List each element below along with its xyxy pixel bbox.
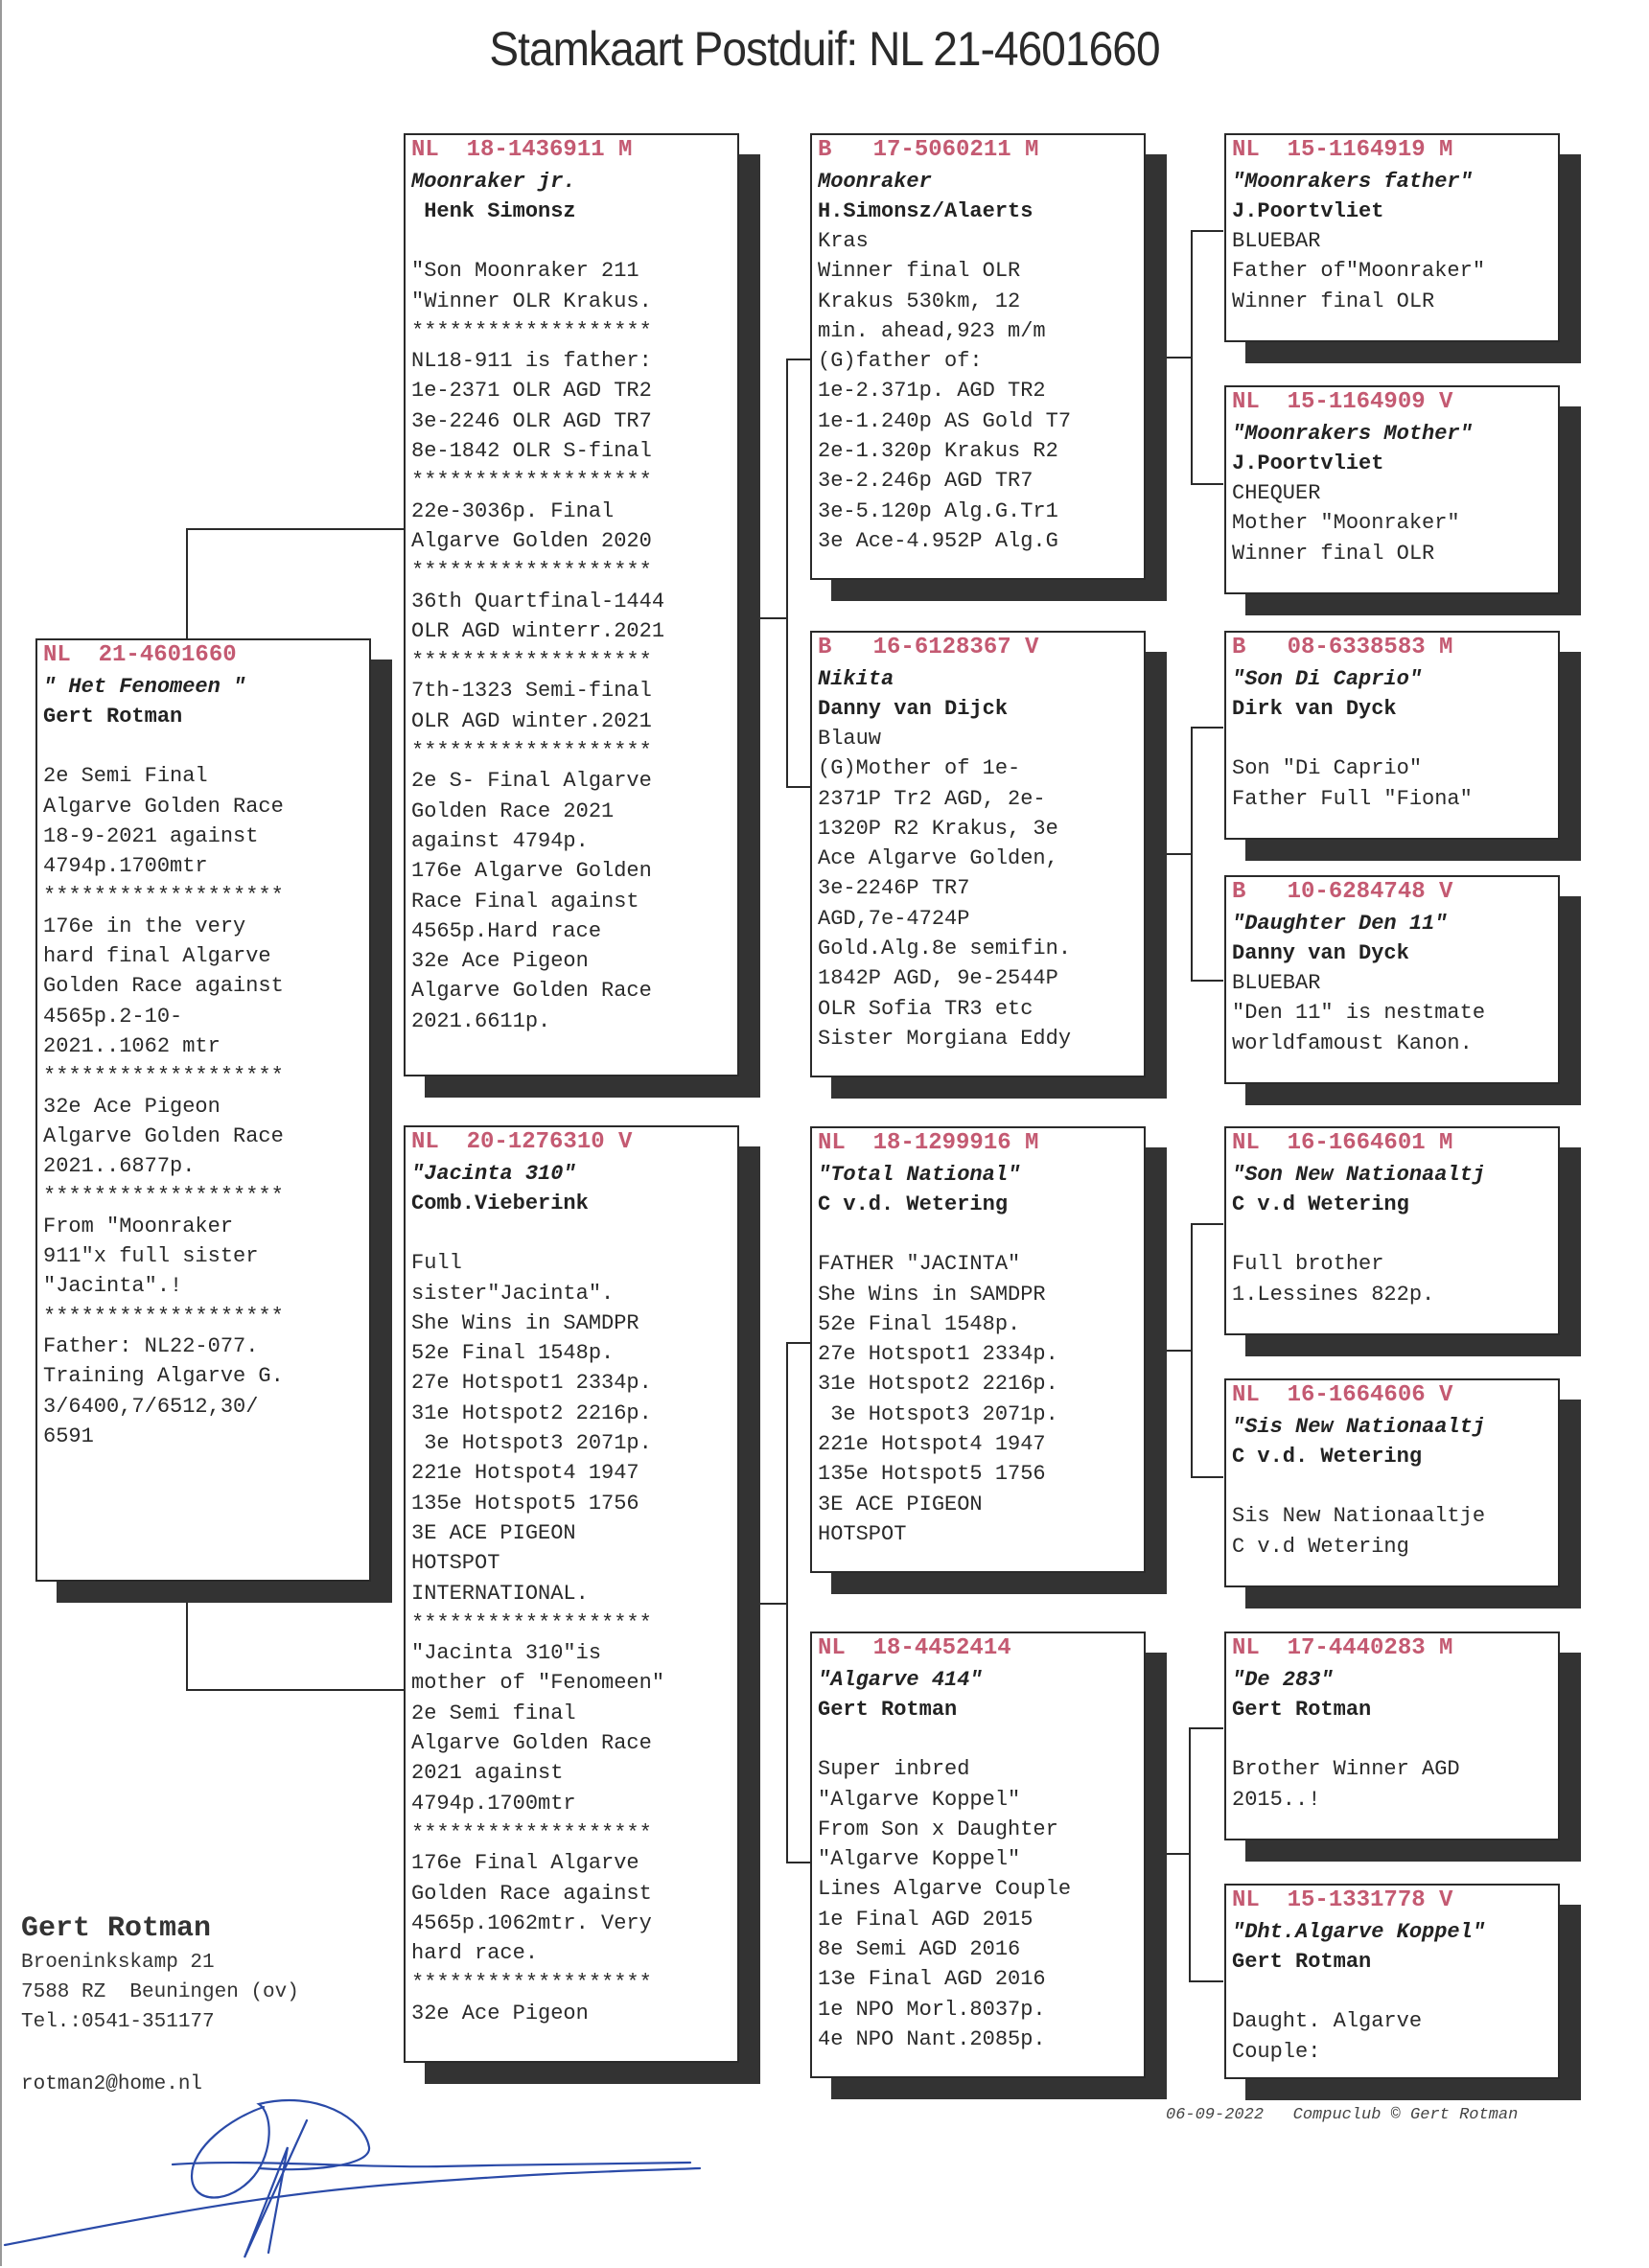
separator: ******************* <box>411 1820 652 1845</box>
note-line: 1e NPO Morl.8037p. <box>818 1997 1046 2022</box>
notes <box>1232 226 1552 316</box>
note-line <box>818 1219 1138 1249</box>
note-line: HOTSPOT <box>818 1521 907 1546</box>
separator: ******************* <box>43 1304 284 1329</box>
note-line: Father of"Moonraker" <box>1232 259 1486 284</box>
note-line: 2021 against <box>411 1761 564 1786</box>
note-line <box>818 1724 1138 1754</box>
ring-number: NL 17-4440283 M <box>1232 1635 1453 1661</box>
note-line: hard final Algarve <box>43 944 271 969</box>
pigeon-name: "Son Di Caprio" <box>1232 667 1423 691</box>
owner-name: J.Poortvliet <box>1232 199 1384 223</box>
separator: ******************* <box>411 1610 652 1635</box>
note-line: Winner final OLR <box>1232 541 1435 566</box>
ring-number: NL 15-1164909 V <box>1232 389 1453 415</box>
note-line: Winner final OLR <box>1232 289 1435 313</box>
owner-name: Gert Rotman <box>818 1698 958 1722</box>
note-line: 13e Final AGD 2016 <box>818 1967 1046 1992</box>
pigeon-name: Moonraker jr. <box>411 170 576 194</box>
note-line: She Wins in SAMDPR <box>411 1310 639 1335</box>
pedigree-card-father-father <box>810 133 1146 580</box>
pedigree-card-mmm <box>1224 1884 1560 2079</box>
owner-name: Dirk van Dyck <box>1232 697 1397 721</box>
note-line: 1.Lessines 822p. <box>1232 1282 1435 1307</box>
note-line: Ace Algarve Golden, <box>818 846 1058 871</box>
note-line: 52e Final 1548p. <box>818 1311 1021 1336</box>
connector-subject-father <box>186 528 405 641</box>
note-line: 2015..! <box>1232 1787 1321 1812</box>
pigeon-name: "Sis New Nationaaltj <box>1232 1415 1486 1439</box>
owner-name: C v.d Wetering <box>1232 1192 1409 1216</box>
note-line <box>1232 1724 1552 1754</box>
note-line: 3E ACE PIGEON <box>411 1520 576 1545</box>
note-line: "Den 11" is nestmate <box>1232 1001 1486 1026</box>
note-line: INTERNATIONAL. <box>411 1581 589 1606</box>
note-line: 8e-1842 OLR S-final <box>411 439 652 464</box>
note-line: "Son Moonraker 211 <box>411 259 639 284</box>
connector-fm-stub <box>1160 853 1193 855</box>
note-line: hard race. <box>411 1941 539 1966</box>
pedigree-card-mfm <box>1224 1378 1560 1587</box>
breeder-address-city: 7588 RZ Beuningen (ov) <box>21 1981 299 2003</box>
notes <box>818 724 1138 1053</box>
separator: ******************* <box>43 1184 284 1209</box>
note-line: OLR AGD winterr.2021 <box>411 618 665 643</box>
note-line: 32e Ace Pigeon <box>411 949 589 974</box>
separator: ******************* <box>411 559 652 584</box>
note-line: Daught. Algarve <box>1232 2009 1423 2034</box>
note-line: Golden Race against <box>43 974 284 999</box>
owner-name: Danny van Dijck <box>818 697 1009 721</box>
pedigree-card-mother-mother <box>810 1632 1146 2078</box>
separator: ******************* <box>411 469 652 494</box>
note-line: 2021..6877p. <box>43 1154 196 1179</box>
note-line: Krakus 530km, 12 <box>818 289 1021 313</box>
note-line: 2e Semi Final <box>43 764 208 789</box>
note-line: 3E ACE PIGEON <box>818 1492 983 1516</box>
connector-ff-stub <box>1160 357 1193 359</box>
separator: ******************* <box>411 739 652 764</box>
note-line: Algarve Golden Race <box>411 1731 652 1756</box>
note-line: OLR Sofia TR3 etc <box>818 996 1034 1021</box>
ring-number: NL 18-1299916 M <box>818 1130 1039 1156</box>
breeder-address-street: Broeninkskamp 21 <box>21 1952 215 1974</box>
note-line: Full brother <box>1232 1252 1384 1277</box>
pigeon-name: "Jacinta 310" <box>411 1162 576 1186</box>
note-line: 176e Final Algarve <box>411 1851 639 1876</box>
note-line: 31e Hotspot2 2216p. <box>818 1372 1058 1397</box>
owner-name: Comb.Vieberink <box>411 1192 589 1215</box>
note-line: 3e Hotspot3 2071p. <box>818 1401 1058 1426</box>
note-line: Winner final OLR <box>818 259 1021 284</box>
note-line: Super inbred <box>818 1757 970 1782</box>
note-line: 221e Hotspot4 1947 <box>818 1432 1046 1457</box>
signature-stroke <box>244 2120 307 2257</box>
ring-number: B 17-5060211 M <box>818 137 1039 163</box>
note-line: AGD,7e-4724P <box>818 906 970 931</box>
connector-ff-parents <box>1191 230 1223 485</box>
pedigree-card-father-mother <box>810 631 1146 1077</box>
notes <box>1232 968 1552 1058</box>
note-line: She Wins in SAMDPR <box>818 1282 1046 1307</box>
note-line: 3/6400,7/6512,30/ <box>43 1394 259 1419</box>
note-line: 22e-3036p. Final <box>411 498 615 523</box>
breeder-email[interactable]: rotman2@home.nl <box>21 2073 203 2095</box>
notes <box>1232 1724 1552 1815</box>
note-line: 4e NPO Nant.2085p. <box>818 2026 1046 2051</box>
print-stamp <box>1166 2106 1518 2124</box>
pedigree-card-subject <box>35 638 371 1582</box>
pedigree-card-mff <box>1224 1126 1560 1335</box>
pigeon-name: "Moonrakers father" <box>1232 170 1473 194</box>
pigeon-name: "Algarve 414" <box>818 1668 983 1692</box>
note-line <box>1232 1977 1552 2006</box>
note-line: 135e Hotspot5 1756 <box>818 1462 1046 1487</box>
pedigree-card-mother-father <box>810 1126 1146 1573</box>
note-line <box>43 731 363 761</box>
pigeon-name: "Son New Nationaaltj <box>1232 1163 1486 1187</box>
owner-name: C v.d. Wetering <box>1232 1445 1423 1469</box>
connector-mm-stub <box>1160 1853 1191 1855</box>
note-line: 6591 <box>43 1423 94 1448</box>
connector-fm-parents <box>1191 727 1223 982</box>
note-line: 4565p.1062mtr. Very <box>411 1910 652 1935</box>
note-line: 18-9-2021 against <box>43 823 259 848</box>
pedigree-card-fff <box>1224 133 1560 342</box>
owner-name: Gert Rotman <box>1232 1950 1372 1974</box>
notes <box>411 226 732 1036</box>
note-line: Full <box>411 1251 462 1276</box>
pigeon-name: "Daughter Den 11" <box>1232 912 1448 936</box>
note-line: Training Algarve G. <box>43 1364 284 1389</box>
ring-number: B 16-6128367 V <box>818 635 1039 660</box>
connector-subject-mother <box>186 1591 405 1691</box>
connector-father-stub <box>752 617 788 619</box>
note-line <box>1232 1471 1552 1501</box>
copyright: Compuclub © Gert Rotman <box>1292 2106 1519 2124</box>
note-line <box>1232 1219 1552 1249</box>
separator: ******************* <box>411 649 652 674</box>
note-line: 2021.6611p. <box>411 1008 551 1033</box>
note-line: NL18-911 is father: <box>411 349 652 374</box>
note-line: 1e-2371 OLR AGD TR2 <box>411 379 652 404</box>
note-line: 135e Hotspot5 1756 <box>411 1491 639 1516</box>
separator: ******************* <box>411 318 652 343</box>
note-line: 3e Hotspot3 2071p. <box>411 1431 652 1456</box>
pedigree-card-father <box>404 133 739 1076</box>
note-line: "Jacinta".! <box>43 1274 183 1299</box>
ring-number: NL 15-1331778 V <box>1232 1887 1453 1913</box>
note-line: 52e Final 1548p. <box>411 1341 615 1366</box>
pigeon-name: " Het Fenomeen " <box>43 675 246 699</box>
note-line: Blauw <box>818 727 882 751</box>
note-line: min. ahead,923 m/m <box>818 318 1046 343</box>
note-line: 1842P AGD, 9e-2544P <box>818 966 1058 991</box>
signature-baseline <box>5 2168 700 2245</box>
note-line: 2e S- Final Algarve <box>411 769 652 794</box>
pedigree-card-fmf <box>1224 631 1560 840</box>
note-line: 36th Quartfinal-1444 <box>411 589 665 613</box>
owner-name: Gert Rotman <box>1232 1698 1372 1722</box>
pedigree-card-fmm <box>1224 875 1560 1084</box>
notes <box>818 226 1138 556</box>
connector-mf-stub <box>1160 1350 1193 1352</box>
notes <box>1232 724 1552 814</box>
note-line: 3e-2.246p AGD TR7 <box>818 469 1034 494</box>
pigeon-name: Nikita <box>818 667 894 691</box>
owner-name: Gert Rotman <box>43 705 183 729</box>
note-line: 221e Hotspot4 1947 <box>411 1461 639 1486</box>
note-line: Algarve Golden Race <box>43 1123 284 1148</box>
owner-name: J.Poortvliet <box>1232 451 1384 475</box>
note-line: 3e Ace-4.952P Alg.G <box>818 528 1058 553</box>
note-line: FATHER "JACINTA" <box>818 1252 1021 1277</box>
note-line: 1e-2.371p. AGD TR2 <box>818 379 1046 404</box>
note-line: 4565p.2-10- <box>43 1004 183 1029</box>
note-line <box>411 1218 732 1248</box>
note-line: (G)father of: <box>818 349 983 374</box>
pedigree-card-ffm <box>1224 385 1560 594</box>
pedigree-card-mother <box>404 1125 739 2063</box>
note-line: against 4794p. <box>411 828 589 853</box>
signature-crossline <box>173 2163 690 2166</box>
page-title: Stamkaart Postduif: NL 21-4601660 <box>489 22 1160 76</box>
note-line: C v.d Wetering <box>1232 1534 1409 1559</box>
note-line: "Algarve Koppel" <box>818 1847 1021 1872</box>
owner-name: Henk Simonsz <box>411 199 576 223</box>
note-line: 3e-2246 OLR AGD TR7 <box>411 408 652 433</box>
notes <box>1232 1219 1552 1309</box>
pigeon-name: Moonraker <box>818 170 932 194</box>
breeder-name: Gert Rotman <box>21 1912 212 1945</box>
ring-number: B 08-6338583 M <box>1232 635 1453 660</box>
note-line: mother of "Fenomeen" <box>411 1671 665 1696</box>
note-line: "Jacinta 310"is <box>411 1641 602 1666</box>
print-date: 06-09-2022 <box>1166 2106 1265 2124</box>
note-line: Lines Algarve Couple <box>818 1877 1072 1902</box>
ring-number: NL 18-1436911 M <box>411 137 633 163</box>
note-line: Golden Race against <box>411 1881 652 1906</box>
note-line: Father: NL22-077. <box>43 1333 259 1358</box>
note-line: Golden Race 2021 <box>411 798 615 823</box>
note-line: worldfamoust Kanon. <box>1232 1030 1473 1055</box>
separator: ******************* <box>411 1971 652 1996</box>
note-line: 32e Ace Pigeon <box>411 2001 589 2025</box>
note-line: Couple: <box>1232 2039 1321 2064</box>
note-line: Sis New Nationaaltje <box>1232 1504 1486 1529</box>
ring-number: NL 15-1164919 M <box>1232 137 1453 163</box>
note-line: 4565p.Hard race <box>411 918 602 943</box>
note-line: 32e Ace Pigeon <box>43 1094 221 1119</box>
pigeon-name: "Moonrakers Mother" <box>1232 422 1473 446</box>
note-line: Algarve Golden Race <box>43 794 284 819</box>
note-line: 2e Semi final <box>411 1701 576 1725</box>
ring-number: NL 18-4452414 <box>818 1635 1011 1661</box>
note-line: Son "Di Caprio" <box>1232 756 1423 781</box>
note-line: 1e Final AGD 2015 <box>818 1907 1034 1932</box>
note-line: "Winner OLR Krakus. <box>411 289 652 313</box>
connector-mm-parents <box>1189 1727 1223 1982</box>
pedigree-card-mmf <box>1224 1632 1560 1840</box>
note-line: HOTSPOT <box>411 1551 500 1576</box>
note-line: Brother Winner AGD <box>1232 1757 1460 1782</box>
separator: ******************* <box>43 1064 284 1089</box>
notes <box>411 1218 732 2028</box>
pigeon-name: "De 283" <box>1232 1668 1334 1692</box>
note-line: 2021..1062 mtr <box>43 1033 221 1058</box>
notes <box>818 1219 1138 1549</box>
note-line: 3e-2246P TR7 <box>818 876 970 901</box>
note-line: Sister Morgiana Eddy <box>818 1026 1072 1051</box>
notes <box>1232 1471 1552 1562</box>
note-line: Kras <box>818 229 869 253</box>
owner-name: H.Simonsz/Alaerts <box>818 199 1034 223</box>
notes <box>1232 1977 1552 2067</box>
note-line: (G)Mother of 1e- <box>818 756 1021 781</box>
connector-mother-bracket <box>786 1342 813 1863</box>
note-line: Race Final against <box>411 889 639 914</box>
note-line: sister"Jacinta". <box>411 1281 615 1306</box>
note-line: Gold.Alg.8e semifin. <box>818 937 1072 961</box>
note-line: 7th-1323 Semi-final <box>411 679 652 704</box>
note-line: 4794p.1700mtr <box>43 854 208 879</box>
note-line: BLUEBAR <box>1232 229 1321 253</box>
note-line: 176e Algarve Golden <box>411 859 652 884</box>
note-line <box>1232 724 1552 753</box>
ring-number: NL 20-1276310 V <box>411 1129 633 1155</box>
ring-number: B 10-6284748 V <box>1232 879 1453 905</box>
note-line: 31e Hotspot2 2216p. <box>411 1400 652 1425</box>
connector-mother-stub <box>752 1603 788 1605</box>
signature <box>0 2080 709 2262</box>
breeder-info <box>21 1909 299 2037</box>
note-line: 4794p.1700mtr <box>411 1791 576 1816</box>
ring-number: NL 16-1664601 M <box>1232 1130 1453 1156</box>
note-line: Algarve Golden 2020 <box>411 528 652 553</box>
note-line: From "Moonraker <box>43 1214 234 1238</box>
note-line: CHEQUER <box>1232 481 1321 505</box>
note-line: Father Full "Fiona" <box>1232 786 1473 811</box>
note-line: 176e in the very <box>43 914 246 938</box>
note-line: Mother "Moonraker" <box>1232 511 1460 536</box>
ring-number: NL 16-1664606 V <box>1232 1382 1453 1408</box>
connector-father-bracket <box>786 359 813 788</box>
note-line: OLR AGD winter.2021 <box>411 708 652 733</box>
note-line: 2371P Tr2 AGD, 2e- <box>818 786 1046 811</box>
note-line: 3e-5.120p Alg.G.Tr1 <box>818 498 1058 523</box>
note-line: Algarve Golden Race <box>411 979 652 1004</box>
note-line <box>411 226 732 256</box>
pigeon-name: "Total National" <box>818 1163 1021 1187</box>
note-line: 8e Semi AGD 2016 <box>818 1937 1021 1962</box>
owner-name: Danny van Dyck <box>1232 941 1409 965</box>
breeder-phone: Tel.:0541-351177 <box>21 2011 215 2033</box>
note-line: 911"x full sister <box>43 1244 259 1269</box>
notes <box>43 731 363 1451</box>
note-line: 27e Hotspot1 2334p. <box>818 1342 1058 1367</box>
owner-name: C v.d. Wetering <box>818 1192 1009 1216</box>
notes <box>1232 478 1552 568</box>
ring-number: NL 21-4601660 <box>43 642 237 668</box>
note-line: BLUEBAR <box>1232 971 1321 995</box>
note-line: 27e Hotspot1 2334p. <box>411 1371 652 1396</box>
note-line: "Algarve Koppel" <box>818 1787 1021 1812</box>
note-line: 1320P R2 Krakus, 3e <box>818 816 1058 841</box>
separator: ******************* <box>43 884 284 909</box>
note-line: 2e-1.320p Krakus R2 <box>818 439 1058 464</box>
note-line: From Son x Daughter <box>818 1817 1058 1841</box>
notes <box>818 1724 1138 2054</box>
pigeon-name: "Dht.Algarve Koppel" <box>1232 1920 1486 1944</box>
connector-mf-parents <box>1191 1223 1223 1478</box>
note-line: 1e-1.240p AS Gold T7 <box>818 408 1072 433</box>
